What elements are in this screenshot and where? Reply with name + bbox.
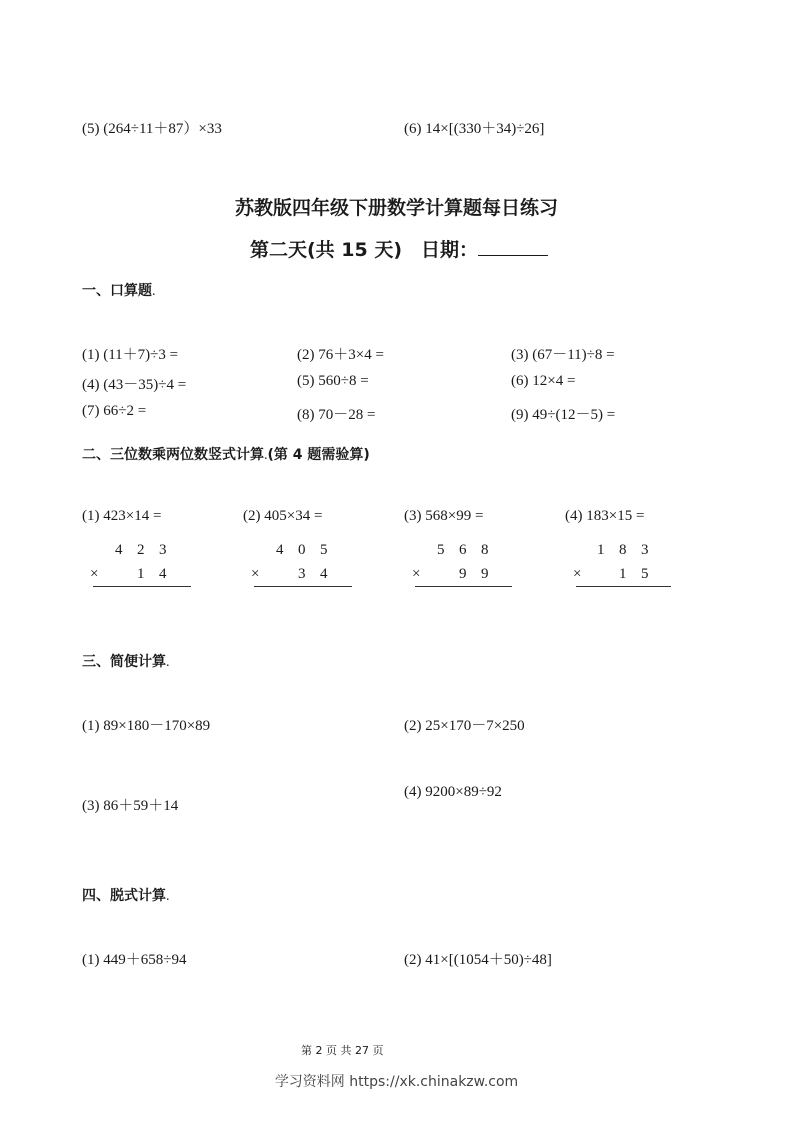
s1-item-9: (9) 49÷(12－5) =	[511, 407, 616, 423]
section-3-dot: .	[166, 655, 170, 670]
vp3-bottom-d1: 9	[459, 566, 467, 582]
vp2-times: ×	[251, 566, 260, 582]
s1-item-1: (1) (11＋7)÷3 =	[82, 347, 179, 363]
vp3-top-d3: 8	[481, 542, 489, 558]
vp4-times: ×	[573, 566, 582, 582]
s1-item-5: (5) 560÷8 =	[297, 373, 369, 389]
vp1-bottom-d1: 1	[137, 566, 145, 582]
vp2-bottom-d1: 3	[298, 566, 306, 582]
section-3-title: 三、简便计算	[82, 654, 166, 670]
problem-top-5: (5) (264÷11＋87）×33	[82, 121, 222, 137]
vp3-top-d1: 5	[437, 542, 445, 558]
vp3-bottom-d2: 9	[481, 566, 489, 582]
section-4-dot: .	[166, 889, 170, 904]
vp3-top-d2: 6	[459, 542, 467, 558]
section-1-heading	[82, 280, 156, 300]
section-2-title: 二、三位数乘两位数竖式计算	[82, 447, 264, 463]
vp4-top-d1: 1	[597, 542, 605, 558]
vp1-line	[93, 586, 191, 587]
s3-item-2: (2) 25×170－7×250	[404, 718, 525, 734]
s1-item-2: (2) 76＋3×4 =	[297, 347, 384, 363]
s3-item-4: (4) 9200×89÷92	[404, 784, 502, 800]
page-subtitle	[250, 235, 548, 262]
watermark-link[interactable]: 学习资料网 https://xk.chinakzw.com	[274, 1074, 519, 1090]
vp1-top-d2: 2	[137, 542, 145, 558]
s4-item-2: (2) 41×[(1054＋50)÷48]	[404, 952, 552, 968]
s1-item-8: (8) 70－28 =	[297, 407, 376, 423]
section-2-note: (第 4 题需验算)	[267, 447, 370, 463]
vertical-problem-4-label: (4) 183×15 =	[565, 508, 645, 524]
section-3-heading	[82, 651, 170, 671]
s1-item-6: (6) 12×4 =	[511, 373, 576, 389]
vp2-top-d2: 0	[298, 542, 306, 558]
vp3-times: ×	[412, 566, 421, 582]
page-footer: 第 2 页 共 27 页	[301, 1044, 384, 1057]
vp1-bottom-d2: 4	[159, 566, 167, 582]
vp4-line	[576, 586, 671, 587]
vp1-top-d1: 4	[115, 542, 123, 558]
vp1-top-d3: 3	[159, 542, 167, 558]
section-2-heading	[82, 444, 370, 464]
section-4-title: 四、脱式计算	[82, 888, 166, 904]
s1-item-7: (7) 66÷2 =	[82, 403, 147, 419]
s1-item-4: (4) (43－35)÷4 =	[82, 377, 187, 393]
vp2-top-d1: 4	[276, 542, 284, 558]
vp2-line	[254, 586, 352, 587]
s3-item-3: (3) 86＋59＋14	[82, 798, 179, 814]
vp1-times: ×	[90, 566, 99, 582]
problem-top-6: (6) 14×[(330＋34)÷26]	[404, 121, 545, 137]
date-blank	[478, 239, 548, 256]
section-1-title: 一、口算题	[82, 283, 152, 299]
vp4-top-d3: 3	[641, 542, 649, 558]
vp4-bottom-d2: 5	[641, 566, 649, 582]
page-title: 苏教版四年级下册数学计算题每日练习	[234, 197, 558, 219]
vp3-line	[415, 586, 512, 587]
s4-item-1: (1) 449＋658÷94	[82, 952, 187, 968]
subtitle-text: 第二天(共 15 天) 日期：	[250, 239, 479, 261]
section-2-dot: .	[264, 448, 268, 463]
vp4-bottom-d1: 1	[619, 566, 627, 582]
vp2-bottom-d2: 4	[320, 566, 328, 582]
vp4-top-d2: 8	[619, 542, 627, 558]
s3-item-1: (1) 89×180－170×89	[82, 718, 211, 734]
section-1-dot: .	[152, 284, 156, 299]
vertical-problem-3-label: (3) 568×99 =	[404, 508, 484, 524]
vp2-top-d3: 5	[320, 542, 328, 558]
s1-item-3: (3) (67－11)÷8 =	[511, 347, 615, 363]
section-4-heading	[82, 885, 170, 905]
vertical-problem-1-label: (1) 423×14 =	[82, 508, 162, 524]
vertical-problem-2-label: (2) 405×34 =	[243, 508, 323, 524]
